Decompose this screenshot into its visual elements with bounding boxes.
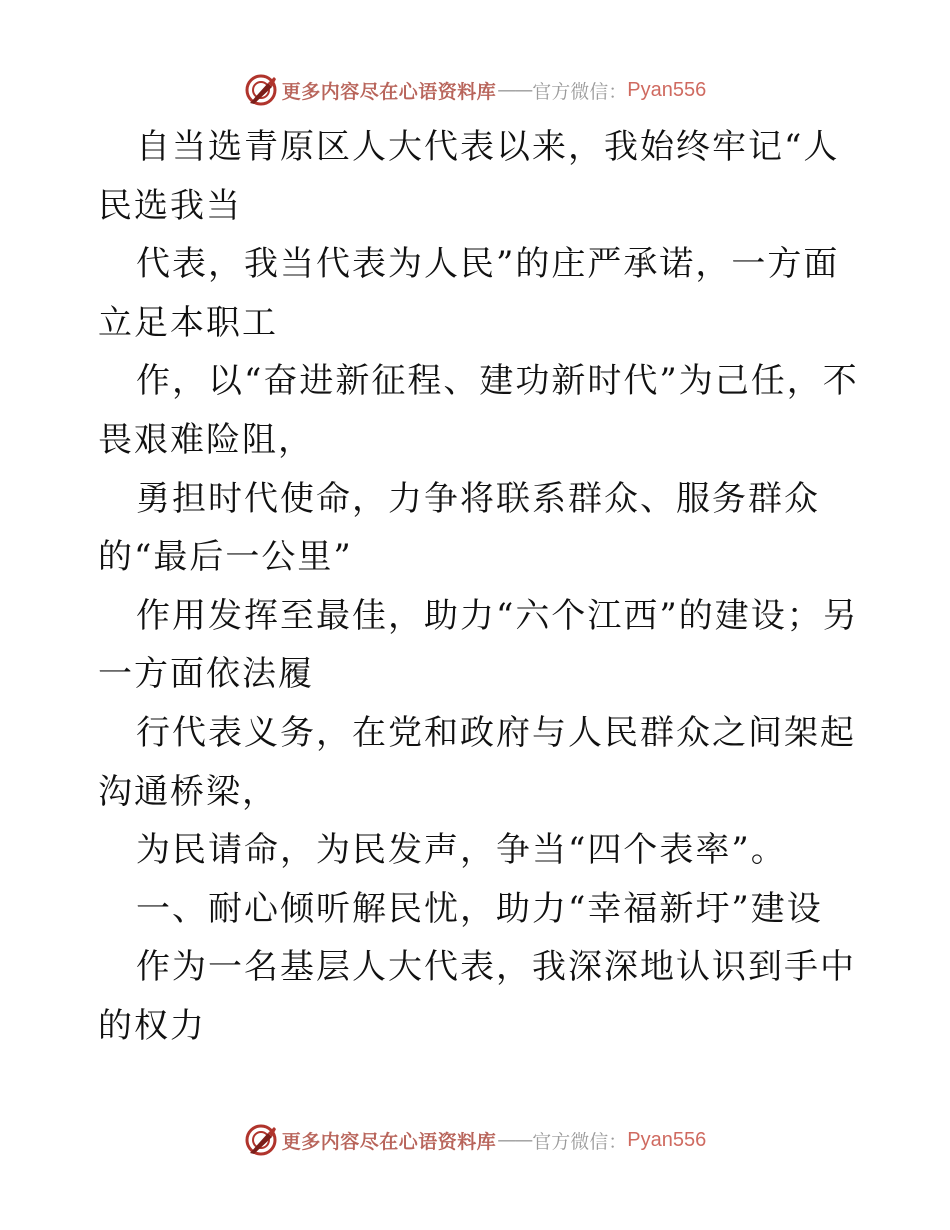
banner-main-text: 更多内容尽在心语资料库: [281, 1130, 497, 1153]
paragraph: 勇担时代使命，力争将联系群众、服务群众的“最后一公里”: [98, 478, 820, 578]
banner-label: 官方微信：: [532, 1130, 628, 1153]
header-banner: [0, 70, 950, 110]
footer-banner: [0, 1120, 950, 1160]
banner-wechat-id: Pyan556: [627, 78, 707, 101]
paragraph: 作为一名基层人大代表，我深深地认识到手中的权力: [98, 947, 856, 1046]
section-heading: 一、耐心倾听解民忧，助力“幸福新圩”建设: [136, 888, 823, 929]
banner-main-text: 更多内容尽在心语资料库: [281, 80, 497, 103]
paragraph: 为民请命，为民发声，争当“四个表率”。: [136, 830, 787, 871]
banner-dash: ——: [497, 1129, 532, 1151]
paragraph: 代表，我当代表为人民”的庄严承诺，一方面立足本职工: [98, 244, 840, 343]
paragraph: 作用发挥至最佳，助力“六个江西”的建设；另一方面依法履: [98, 595, 859, 695]
paragraph: 自当选青原区人大代表以来，我始终牢记“人民选我当: [98, 127, 840, 226]
banner-wechat-id: Pyan556: [627, 1128, 707, 1151]
banner-label: 官方微信：: [532, 80, 628, 103]
banner-dash: ——: [497, 79, 532, 101]
pen-logo-icon: [244, 73, 278, 107]
paragraph: 作，以“奋进新征程、建功新时代”为己任，不畏艰难险阻，: [98, 361, 859, 460]
paragraph: 行代表义务，在党和政府与人民群众之间架起沟通桥梁，: [98, 712, 856, 812]
document-body: [98, 118, 868, 1056]
pen-logo-icon: [244, 1123, 278, 1157]
